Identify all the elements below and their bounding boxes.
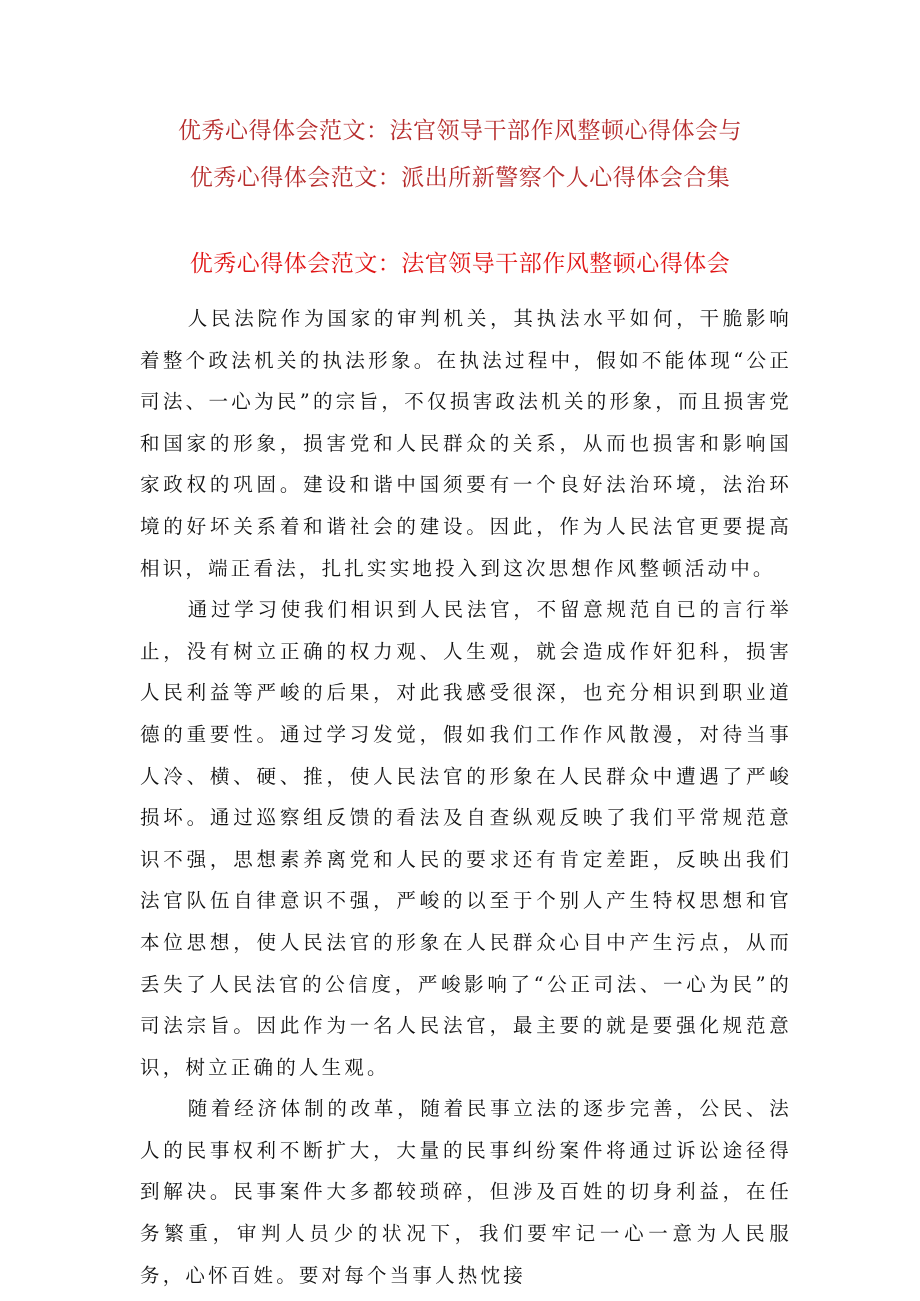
paragraph-2: 通过学习使我们相识到人民法官，不留意规范自已的言行举止，没有树立正确的权力观、人生观，就会造成作奸犯科，损害人民利益等严峻的后果，对此我感受很深，也充分相识到职业道德的重要性。通过学习发觉，假如我们工作作风散漫，对待当事人冷、横、硬、推，使人民法官的形象在人民群众中遭遇了严峻损坏。通过巡察组反馈的看法及自查纵观反映了我们平常规范意识不强，思想素养离党和人民的要求还有肯定差距，反映出我们法官队伍自律意识不强，严峻的以至于个别人产生特权思想和官本位思想，使人民法官的形象在人民群众心目中产生污点，从而丢失了人民法官的公信度，严峻影响了“公正司法、一心为民”的司法宗旨。因此作为一名人民法官，最主要的就是要强化规范意识，树立正确的人生观。: [140, 598, 792, 1079]
document-title-line-1: 优秀心得体会范文：法官领导干部作风整顿心得体会与: [178, 118, 742, 144]
section-heading: 优秀心得体会范文：法官领导干部作风整顿心得体会: [189, 251, 731, 277]
paragraph-3: 随着经济体制的改革，随着民事立法的逐步完善，公民、法人的民事权利不断扩大，大量的民事纠纷案件将通过诉讼途径得到解决。民事案件大多都较琐碎，但涉及百姓的切身利益，在任务繁重，审判人员少的状况下，我们要牢记一心一意为人民服务，心怀百姓。要对每个当事人热忱接: [140, 1097, 792, 1287]
paragraph-1: 人民法院作为国家的审判机关，其执法水平如何，干脆影响着整个政法机关的执法形象。在执法过程中，假如不能体现“公正司法、一心为民”的宗旨，不仅损害政法机关的形象，而且损害党和国家的形象，损害党和人民群众的关系，从而也损害和影响国家政权的巩固。建设和谐中国须要有一个良好法治环境，法治环境的好坏关系着和谐社会的建设。因此，作为人民法官更要提高相识，端正看法，扎扎实实地投入到这次思想作风整顿活动中。: [140, 307, 792, 580]
document-title-line-2: 优秀心得体会范文：派出所新警察个人心得体会合集: [189, 165, 731, 191]
body-text: [140, 298, 792, 1296]
